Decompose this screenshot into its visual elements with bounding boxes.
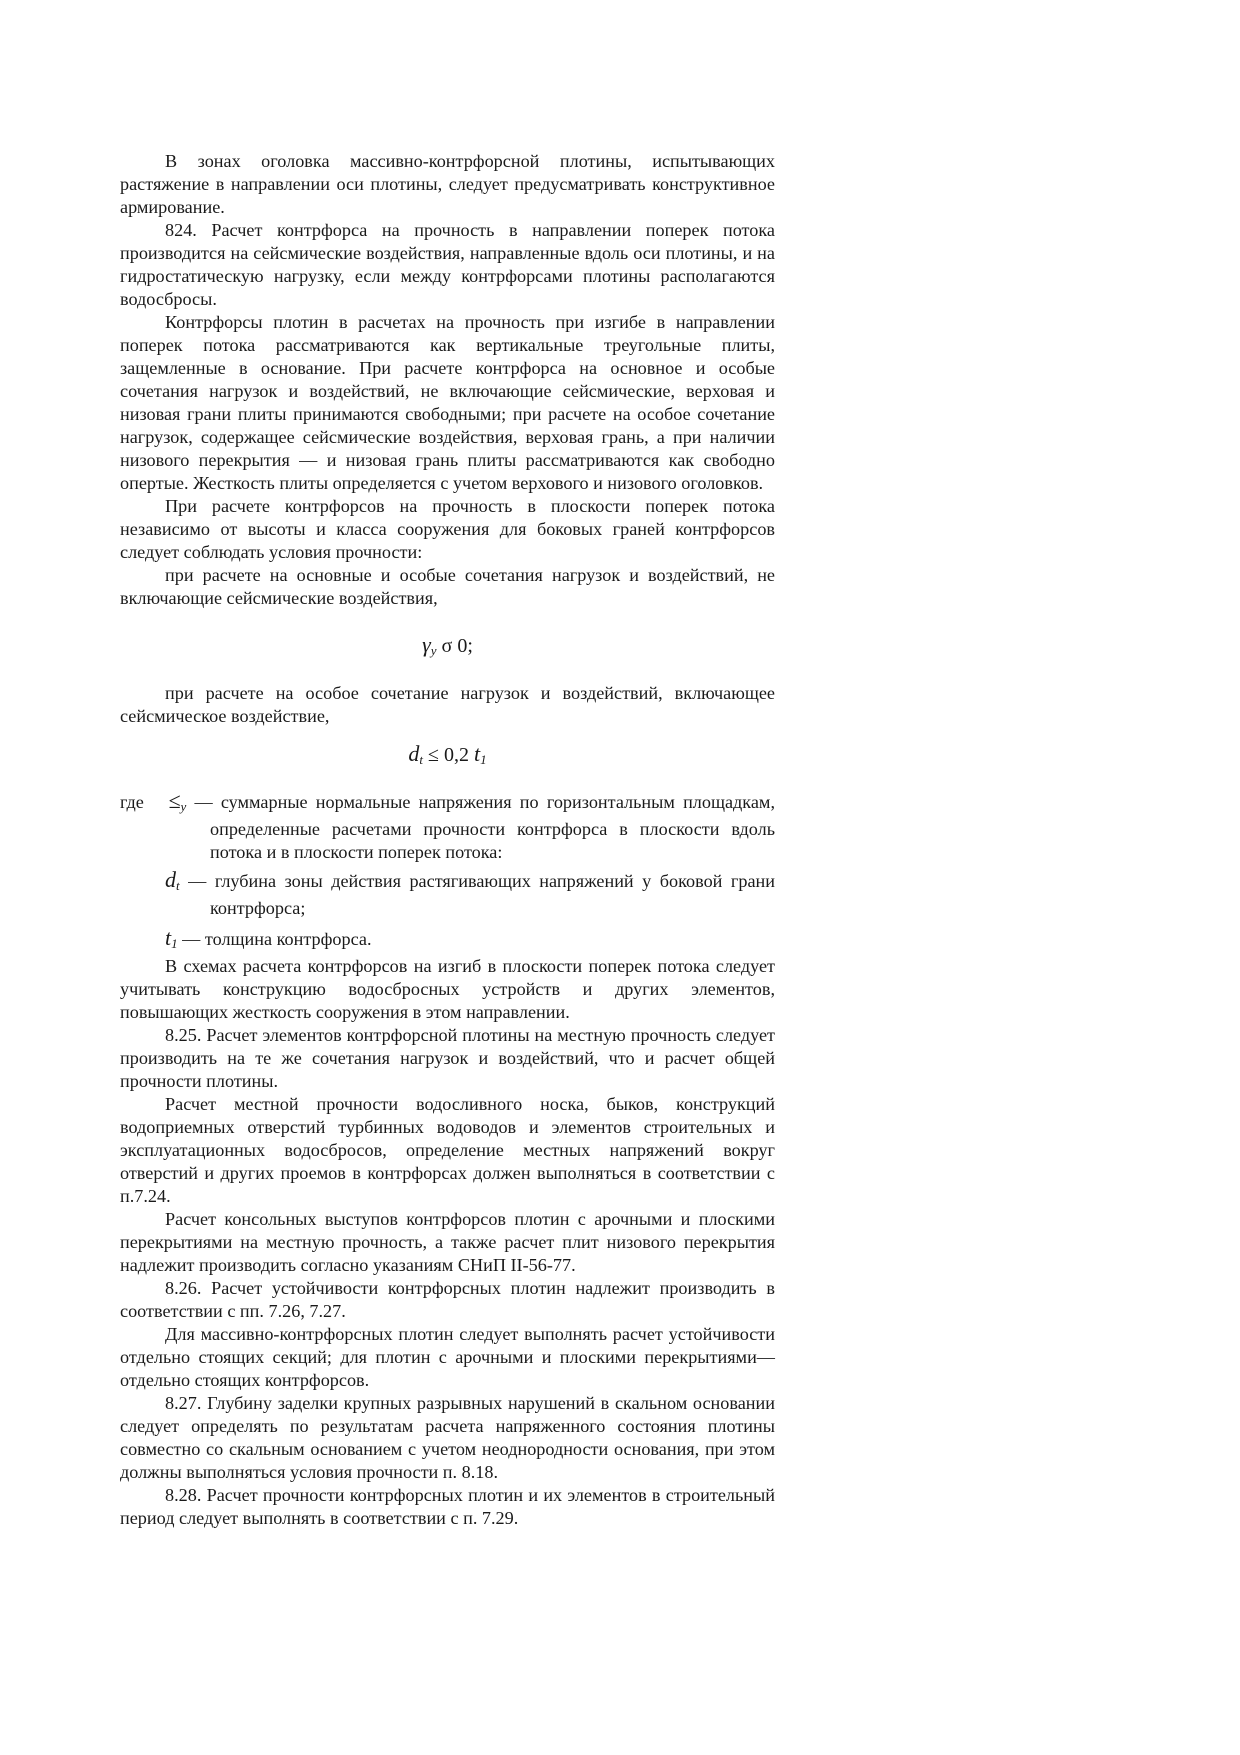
definition-text: — толщина контрфорса.	[177, 929, 372, 949]
formula-symbol: t	[473, 741, 481, 766]
where-label: где	[120, 792, 144, 812]
paragraph: 8.27. Глубину заделки крупных разрывных нарушений в скальном основании следует определять по результатам расчета напряженного состояния плотины совместно со скальным основанием с учетом неоднородности основания, при этом должны выполняться условия прочности п. 8.18.	[120, 1393, 775, 1482]
paragraph: Для массивно-контрфорсных плотин следует выполнять расчет устойчивости отдельно стоящих секций; для плотин с арочными и плоскими перекрытиями— отдельно стоящих контрфорсов.	[120, 1324, 775, 1390]
paragraph: 824. Расчет контрфорса на прочность в направлении поперек потока производится на сейсмические воздействия, направленные вдоль оси плотины, и на гидростатическую нагрузку, если между контрфорсами плотины располагаются водосбросы.	[120, 220, 775, 309]
definition-dt	[120, 868, 775, 920]
formula-symbol: γ	[422, 632, 431, 657]
document-page	[120, 150, 775, 1530]
paragraph: 8.28. Расчет прочности контрфорсных плотин и их элементов в строительный период следует выполнять в соответствии с п. 7.29.	[120, 1485, 775, 1528]
definition-symbol: d	[165, 867, 176, 892]
paragraph: При расчете контрфорсов на прочность в плоскости поперек потока независимо от высоты и класса сооружения для боковых граней контрфорсов следует соблюдать условия прочности:	[120, 496, 775, 562]
paragraph: Контрфорсы плотин в расчетах на прочность при изгибе в направлении поперек потока рассматриваются как вертикальные треугольные плиты, защемленные в основание. При расчете контрфорса на основное и особые сочетания нагрузок и воздействий, не включающие сейсмические, верховая и низовая грани плиты принимаются свободными; при расчете на особое сочетание нагрузок, содержащее сейсмические воздействия, верховая грань, а при наличии низового перекрытия — и низовая грань плиты рассматриваются как свободно опертые. Жесткость плиты определяется с учетом верхового и низового оголовков.	[120, 312, 775, 493]
definition-subscript: y	[180, 799, 187, 814]
definition-t1	[120, 926, 775, 955]
paragraph: В зонах оголовка массивно-контрфорсной плотины, испытывающих растяжение в направлении оси плотины, следует предусматривать конструктивное армирование.	[120, 151, 775, 217]
definition-subscript: t	[176, 878, 180, 893]
formula-subscript: y	[430, 643, 437, 658]
formula-subscript: 1	[480, 752, 487, 767]
formula-strength-condition-2	[120, 742, 775, 771]
paragraph: 8.26. Расчет устойчивости контрфорсных плотин надлежит производить в соответствии с пп. 7.26, 7.27.	[120, 1278, 775, 1321]
formula-subscript: t	[419, 752, 423, 767]
definition-symbol: t	[165, 925, 172, 950]
paragraph: при расчете на особое сочетание нагрузок и воздействий, включающее сейсмическое воздействие,	[120, 683, 775, 726]
paragraph: Расчет местной прочности водосливного носка, быков, конструкций водоприемных отверстий турбинных водоводов и элементов строительных и эксплуатационных водосбросов, определение местных напряжений вокруг отверстий и других проемов в контрфорсах должен выполняться в соответствии с п.7.24.	[120, 1094, 775, 1206]
paragraph: при расчете на основные и особые сочетания нагрузок и воздействий, не включающие сейсмические воздействия,	[120, 565, 775, 608]
definition-symbol: ≤	[168, 788, 181, 813]
formula-strength-condition-1	[120, 633, 775, 662]
definition-subscript: 1	[171, 936, 178, 951]
paragraph: 8.25. Расчет элементов контрфорсной плотины на местную прочность следует производить на те же сочетания нагрузок и воздействий, что и расчет общей прочности плотины.	[120, 1025, 775, 1091]
paragraph: Расчет консольных выступов контрфорсов плотин с арочными и плоскими перекрытиями на местную прочность, а также расчет плит низового перекрытия надлежит производить согласно указаниям СНиП II-56-77.	[120, 1209, 775, 1275]
formula-rest: σ 0;	[436, 635, 473, 657]
definition-sigma	[120, 789, 775, 864]
definition-text: — суммарные нормальные напряжения по горизонтальным площадкам, определенные расчетами прочности контрфорса в плоскости вдоль потока и в плоскости поперек потока:	[186, 792, 775, 862]
formula-rest: ≤ 0,2	[423, 744, 474, 766]
paragraph: В схемах расчета контрфорсов на изгиб в плоскости поперек потока следует учитывать конструкцию водосбросных устройств и других элементов, повышающих жесткость сооружения в этом направлении.	[120, 956, 775, 1022]
definition-text: — глубина зоны действия растягивающих напряжений у боковой грани контрфорса;	[179, 871, 775, 918]
formula-symbol: d	[408, 741, 420, 766]
